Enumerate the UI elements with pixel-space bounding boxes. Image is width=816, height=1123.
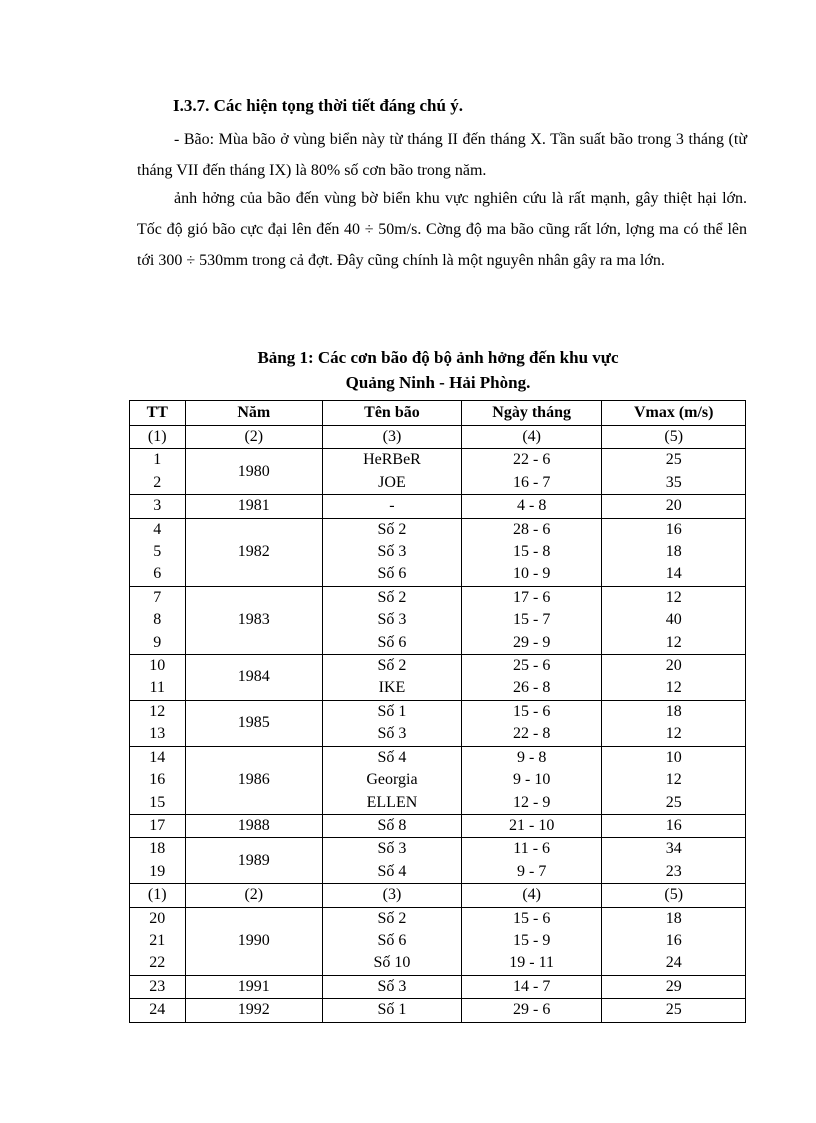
cell-date-line: 15 - 6 bbox=[512, 909, 551, 927]
cell-year: 1986 bbox=[185, 746, 323, 814]
cell-tt bbox=[130, 975, 186, 998]
cell-date-line: 29 - 6 bbox=[512, 1001, 551, 1019]
cell-date-line: 22 - 8 bbox=[512, 725, 551, 743]
cell-date bbox=[461, 586, 602, 654]
cell-vmax bbox=[602, 449, 746, 495]
cell-vmax-line: 20 bbox=[665, 497, 682, 515]
cell-tt bbox=[130, 655, 186, 701]
cell-date-line: 4 - 8 bbox=[516, 497, 547, 515]
cell-vmax-line: 23 bbox=[665, 862, 682, 880]
cell-storm-name-line: ELLEN bbox=[366, 793, 418, 811]
paragraph-storm-impact: ảnh hởng của bão đến vùng bờ biển khu vực nghiên cứu là rất mạnh, gây thiệt hại lớn. Tốc độ gió bão cực đại lên đến 40 ÷ 50m/s. Cờng độ ma bão cũng rất lớn, lợng ma có thể lên tới 300 ÷ 530mm trong cả đợt. Đây cũng chính là một nguyên nhân gây ra ma lớn. bbox=[137, 190, 747, 269]
storms-table bbox=[129, 400, 746, 1023]
header-date: Ngày tháng bbox=[461, 401, 602, 426]
cell-storm-name-line: Số 2 bbox=[377, 657, 407, 675]
cell-vmax bbox=[602, 518, 746, 586]
cell-tt-line: 3 bbox=[153, 497, 162, 515]
cell-storm-name-line: Số 3 bbox=[377, 840, 407, 858]
cell-storm-name-line: Số 4 bbox=[377, 862, 407, 880]
cell-tt-line: 8 bbox=[153, 611, 162, 629]
table-row bbox=[130, 586, 746, 654]
cell-vmax bbox=[602, 999, 746, 1022]
table-row bbox=[130, 495, 746, 518]
cell-storm-name-line: Số 4 bbox=[377, 748, 407, 766]
cell-vmax-line: 29 bbox=[665, 977, 682, 995]
cell-storm-name-line: Số 2 bbox=[377, 909, 407, 927]
cell-vmax bbox=[602, 907, 746, 975]
cell-storm-name-line: Số 6 bbox=[377, 633, 407, 651]
cell-storm-name-line: Số 8 bbox=[377, 816, 407, 834]
cell-tt bbox=[130, 746, 186, 814]
cell-storm-name-line: Số 6 bbox=[377, 565, 407, 583]
table-body bbox=[130, 426, 746, 1023]
cell-date bbox=[461, 700, 602, 746]
cell-storm-name-line: Số 3 bbox=[377, 611, 407, 629]
cell-vmax-line: 12 bbox=[665, 725, 682, 743]
cell-tt bbox=[130, 586, 186, 654]
cell-tt-line: 5 bbox=[153, 543, 162, 561]
cell-storm-name bbox=[323, 586, 462, 654]
cell-storm-name bbox=[323, 700, 462, 746]
cell-year: 1982 bbox=[185, 518, 323, 586]
cell-storm-name bbox=[323, 449, 462, 495]
cell-date-line: 15 - 9 bbox=[512, 931, 551, 949]
header-storm-name: Tên bão bbox=[323, 401, 462, 426]
cell-year: 1991 bbox=[185, 975, 323, 998]
cell-storm-name-line: Số 2 bbox=[377, 520, 407, 538]
cell-date-line: 29 - 9 bbox=[512, 633, 551, 651]
cell-storm-name bbox=[323, 999, 462, 1022]
cell-tt-line: 23 bbox=[149, 977, 166, 995]
cell-vmax bbox=[602, 975, 746, 998]
cell-date-line: 11 - 6 bbox=[513, 840, 551, 858]
cell-tt-line: 15 bbox=[149, 793, 166, 811]
cell-date-line: 19 - 11 bbox=[509, 954, 555, 972]
cell-vmax-line: 25 bbox=[665, 793, 682, 811]
cell-vmax-line: 18 bbox=[665, 909, 682, 927]
cell-vmax-line: 24 bbox=[665, 954, 682, 972]
table-row bbox=[130, 449, 746, 495]
table-row bbox=[130, 907, 746, 975]
colnum-cell: (2) bbox=[185, 426, 323, 449]
cell-tt-line: 18 bbox=[149, 840, 166, 858]
cell-tt-line: 13 bbox=[149, 725, 166, 743]
table-row bbox=[130, 655, 746, 701]
column-number-row bbox=[130, 426, 746, 449]
cell-date bbox=[461, 975, 602, 998]
cell-date-line: 28 - 6 bbox=[512, 520, 551, 538]
cell-year: 1989 bbox=[185, 838, 323, 884]
cell-vmax-line: 35 bbox=[665, 473, 682, 491]
cell-date-line: 16 - 7 bbox=[512, 473, 551, 491]
table-row bbox=[130, 975, 746, 998]
cell-storm-name-line: JOE bbox=[378, 473, 406, 491]
cell-vmax-line: 14 bbox=[665, 565, 682, 583]
cell-vmax-line: 25 bbox=[665, 1001, 682, 1019]
cell-tt-line: 6 bbox=[153, 565, 162, 583]
section-heading: I.3.7. Các hiện tọng thời tiết đáng chú ý. bbox=[173, 96, 463, 115]
table-header-row bbox=[130, 401, 746, 426]
cell-vmax-line: 16 bbox=[665, 931, 682, 949]
cell-tt-line: 17 bbox=[149, 816, 166, 834]
cell-tt-line: 9 bbox=[153, 633, 162, 651]
cell-vmax-line: 25 bbox=[665, 451, 682, 469]
cell-tt-line: 16 bbox=[149, 771, 166, 789]
cell-storm-name-line: Số 3 bbox=[377, 543, 407, 561]
cell-date-line: 12 - 9 bbox=[512, 793, 551, 811]
header-tt: TT bbox=[130, 401, 186, 426]
cell-year: 1988 bbox=[185, 814, 323, 837]
cell-storm-name bbox=[323, 907, 462, 975]
cell-storm-name-line: Số 3 bbox=[377, 725, 407, 743]
paragraph-storm-season: - Bão: Mùa bão ở vùng biển này từ tháng II đến tháng X. Tần suất bão trong 3 tháng (từ tháng VII đến tháng IX) là 80% số cơn bão trong năm. bbox=[137, 131, 747, 179]
cell-tt-line: 2 bbox=[153, 473, 162, 491]
cell-tt-line: 19 bbox=[149, 862, 166, 880]
cell-storm-name bbox=[323, 495, 462, 518]
cell-tt-line: 22 bbox=[149, 954, 166, 972]
cell-date bbox=[461, 907, 602, 975]
cell-tt bbox=[130, 999, 186, 1022]
table-row bbox=[130, 700, 746, 746]
cell-year: 1981 bbox=[185, 495, 323, 518]
cell-vmax bbox=[602, 495, 746, 518]
cell-date-line: 9 - 8 bbox=[516, 748, 547, 766]
cell-tt-line: 14 bbox=[149, 748, 166, 766]
cell-date bbox=[461, 746, 602, 814]
cell-date-line: 26 - 8 bbox=[512, 679, 551, 697]
cell-vmax-line: 12 bbox=[665, 588, 682, 606]
cell-date-line: 15 - 6 bbox=[512, 702, 551, 720]
cell-vmax-line: 16 bbox=[665, 816, 682, 834]
cell-tt bbox=[130, 700, 186, 746]
cell-year: 1992 bbox=[185, 999, 323, 1022]
cell-year: 1983 bbox=[185, 586, 323, 654]
cell-vmax bbox=[602, 838, 746, 884]
cell-tt-line: 24 bbox=[149, 1001, 166, 1019]
cell-vmax bbox=[602, 700, 746, 746]
cell-tt-line: 11 bbox=[149, 679, 165, 697]
cell-vmax-line: 12 bbox=[665, 771, 682, 789]
cell-date bbox=[461, 838, 602, 884]
cell-vmax-line: 10 bbox=[665, 748, 682, 766]
cell-vmax bbox=[602, 655, 746, 701]
cell-vmax bbox=[602, 746, 746, 814]
table-row bbox=[130, 814, 746, 837]
cell-date-line: 25 - 6 bbox=[512, 657, 551, 675]
cell-storm-name-line: Số 1 bbox=[377, 702, 407, 720]
cell-date-line: 14 - 7 bbox=[512, 977, 551, 995]
colnum-cell: (4) bbox=[461, 426, 602, 449]
cell-year: 1980 bbox=[185, 449, 323, 495]
cell-storm-name bbox=[323, 746, 462, 814]
table-caption-line2: Quảng Ninh - Hải Phòng. bbox=[345, 373, 531, 392]
cell-vmax bbox=[602, 814, 746, 837]
cell-tt-line: 4 bbox=[153, 520, 162, 538]
cell-vmax-line: 34 bbox=[665, 840, 682, 858]
cell-date-line: 10 - 9 bbox=[512, 565, 551, 583]
header-year: Năm bbox=[185, 401, 323, 426]
cell-date-line: 15 - 8 bbox=[512, 543, 551, 561]
cell-date bbox=[461, 655, 602, 701]
cell-date-line: 21 - 10 bbox=[508, 816, 555, 834]
cell-vmax-line: 18 bbox=[665, 543, 682, 561]
cell-date bbox=[461, 518, 602, 586]
colnum-cell: (2) bbox=[185, 884, 323, 907]
cell-tt bbox=[130, 838, 186, 884]
cell-storm-name-line: Số 6 bbox=[377, 931, 407, 949]
cell-tt bbox=[130, 518, 186, 586]
cell-vmax-line: 40 bbox=[665, 611, 682, 629]
colnum-cell: (1) bbox=[130, 426, 186, 449]
cell-storm-name-line: Georgia bbox=[366, 771, 418, 789]
table-row bbox=[130, 838, 746, 884]
cell-storm-name bbox=[323, 975, 462, 998]
colnum-cell: (5) bbox=[602, 884, 746, 907]
cell-storm-name-line: IKE bbox=[378, 679, 406, 697]
cell-storm-name-line: Số 10 bbox=[373, 954, 411, 972]
cell-tt-line: 20 bbox=[149, 909, 166, 927]
cell-storm-name bbox=[323, 655, 462, 701]
colnum-cell: (5) bbox=[602, 426, 746, 449]
table-row bbox=[130, 999, 746, 1022]
cell-tt bbox=[130, 449, 186, 495]
column-number-row bbox=[130, 884, 746, 907]
cell-tt-line: 12 bbox=[149, 702, 166, 720]
cell-vmax-line: 20 bbox=[665, 657, 682, 675]
cell-tt bbox=[130, 907, 186, 975]
table-caption-line1: Bảng 1: Các cơn bão độ bộ ảnh hởng đến khu vực bbox=[257, 348, 619, 367]
cell-date bbox=[461, 999, 602, 1022]
cell-date bbox=[461, 449, 602, 495]
cell-vmax-line: 18 bbox=[665, 702, 682, 720]
cell-storm-name-line: HeRBeR bbox=[363, 451, 421, 469]
cell-tt-line: 1 bbox=[153, 451, 162, 469]
colnum-cell: (3) bbox=[323, 884, 462, 907]
cell-vmax-line: 12 bbox=[665, 633, 682, 651]
cell-storm-name-line: - bbox=[389, 497, 395, 515]
cell-tt bbox=[130, 814, 186, 837]
cell-date bbox=[461, 495, 602, 518]
cell-tt-line: 10 bbox=[149, 657, 166, 675]
cell-storm-name-line: Số 2 bbox=[377, 588, 407, 606]
cell-tt bbox=[130, 495, 186, 518]
cell-date-line: 9 - 7 bbox=[516, 862, 547, 880]
cell-vmax bbox=[602, 586, 746, 654]
cell-storm-name bbox=[323, 814, 462, 837]
cell-year: 1990 bbox=[185, 907, 323, 975]
cell-storm-name bbox=[323, 518, 462, 586]
table-row bbox=[130, 518, 746, 586]
cell-tt-line: 7 bbox=[153, 588, 162, 606]
cell-date-line: 9 - 10 bbox=[512, 771, 551, 789]
cell-vmax-line: 12 bbox=[665, 679, 682, 697]
colnum-cell: (4) bbox=[461, 884, 602, 907]
colnum-cell: (1) bbox=[130, 884, 186, 907]
colnum-cell: (3) bbox=[323, 426, 462, 449]
cell-date-line: 17 - 6 bbox=[512, 588, 551, 606]
cell-date-line: 15 - 7 bbox=[512, 611, 551, 629]
cell-storm-name-line: Số 1 bbox=[377, 1001, 407, 1019]
header-vmax: Vmax (m/s) bbox=[602, 401, 746, 426]
cell-vmax-line: 16 bbox=[665, 520, 682, 538]
table-row bbox=[130, 746, 746, 814]
cell-date bbox=[461, 814, 602, 837]
cell-storm-name bbox=[323, 838, 462, 884]
cell-year: 1985 bbox=[185, 700, 323, 746]
cell-tt-line: 21 bbox=[149, 931, 166, 949]
cell-date-line: 22 - 6 bbox=[512, 451, 551, 469]
cell-year: 1984 bbox=[185, 655, 323, 701]
cell-storm-name-line: Số 3 bbox=[377, 977, 407, 995]
